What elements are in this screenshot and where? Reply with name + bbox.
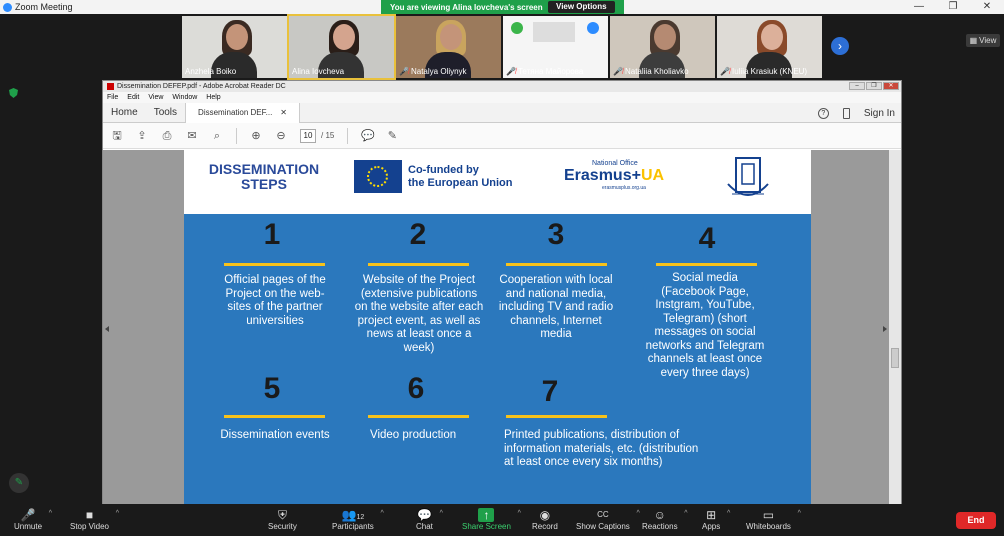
muted-mic-icon: 🎤 [20, 508, 36, 522]
reactions-icon: ☺ [653, 508, 666, 522]
collapse-left-icon[interactable] [105, 326, 109, 332]
step-number: 1 [263, 218, 281, 251]
tab-tools[interactable]: Tools [153, 107, 178, 118]
step-number: 4 [698, 222, 716, 255]
window-controls [902, 0, 1004, 14]
email-icon[interactable]: ✉ [187, 129, 197, 142]
participant-name: Natalya Oliynyk [410, 67, 467, 76]
minimize-icon[interactable]: — [914, 1, 924, 12]
upload-icon[interactable]: ⇪ [137, 129, 147, 142]
step-text: Cooperation with local and national media, including TV and radio channels, Internet media [498, 274, 614, 340]
acrobat-restore-icon[interactable]: ❐ [866, 82, 882, 90]
stop-video-button[interactable]: ■ Stop Video ^ [70, 508, 119, 531]
page-down-icon[interactable]: ⊖ [276, 129, 286, 142]
search-icon[interactable]: ⌕ [213, 129, 221, 142]
apps-icon: ⊞ [706, 508, 717, 522]
grid-icon: ▦ [969, 36, 978, 45]
pdf-icon [107, 83, 114, 90]
step-divider [224, 263, 325, 266]
eu-flag-icon [354, 160, 402, 193]
chevron-up-icon[interactable]: ^ [726, 510, 731, 517]
captions-icon: CC [597, 510, 609, 519]
close-icon[interactable]: ✕ [982, 1, 992, 12]
document-area[interactable] [103, 150, 901, 505]
zoom-icon [3, 3, 12, 12]
tab-document[interactable]: Dissemination DEF... ✕ [185, 103, 300, 123]
participants-count: 12 [356, 514, 365, 521]
step-divider [368, 415, 469, 418]
participant-video [533, 22, 575, 42]
slide-header [184, 150, 811, 214]
participant-tile[interactable] [717, 16, 822, 78]
step-number: 2 [409, 218, 427, 251]
chevron-up-icon[interactable]: ^ [636, 510, 640, 517]
window-title: Zoom Meeting [15, 2, 73, 12]
step-number: 3 [547, 218, 565, 251]
vertical-scrollbar[interactable] [889, 150, 901, 505]
step-divider [506, 415, 607, 418]
chat-icon: 💬 [416, 508, 432, 522]
chevron-up-icon[interactable]: ^ [517, 510, 521, 517]
reactions-button[interactable]: ☺ Reactions ^ [642, 508, 688, 531]
chevron-right-icon: › [838, 39, 842, 53]
chevron-up-icon[interactable]: ^ [48, 510, 53, 517]
step-text: Dissemination events [220, 429, 330, 441]
share-screen-icon: ↑ [478, 508, 494, 522]
pdf-page [184, 150, 811, 505]
close-tab-icon[interactable]: ✕ [280, 107, 287, 117]
video-camera-icon: ■ [85, 508, 94, 522]
comment-icon[interactable]: 💬 [361, 129, 376, 142]
acrobat-minimize-icon[interactable]: – [849, 82, 865, 90]
step-text: Official pages of the Project on the web-sites of the partner universities [224, 274, 326, 327]
step-number: 6 [407, 372, 425, 405]
page-up-icon[interactable]: ⊕ [251, 129, 261, 142]
step-text: Social media (Facebook Page, Instgram, YouTube, Telegram) (short messages on social networks and Telegram channels at least once every three days) [645, 272, 765, 379]
viewing-text: You are viewing Alina Iovcheva's screen [390, 2, 543, 12]
acrobat-title: Dissemination DEFEP.pdf - Adobe Acrobat Reader DC [117, 83, 286, 90]
maximize-icon[interactable]: ❐ [948, 1, 958, 12]
viewing-banner [381, 0, 624, 14]
view-button[interactable]: ▦ View [966, 34, 1000, 47]
apps-button[interactable]: ⊞ Apps ^ [702, 508, 731, 531]
cofunded-text: Co-funded by the European Union [408, 164, 513, 189]
save-icon[interactable]: 🖫 [112, 129, 122, 142]
acrobat-menubar [103, 92, 901, 103]
tab-home[interactable]: Home [111, 107, 138, 118]
step-number: 5 [263, 372, 281, 405]
participants-button[interactable]: 👥12 Participants ^ [332, 508, 384, 531]
acrobat-close-icon[interactable]: ✕ [883, 82, 899, 90]
end-meeting-button[interactable]: End [956, 512, 996, 529]
participant-tile[interactable] [396, 16, 501, 78]
collapse-right-icon[interactable] [883, 326, 887, 332]
scrollbar-thumb[interactable] [891, 348, 899, 368]
page-total: / 15 [321, 131, 335, 140]
step-divider [656, 263, 757, 266]
security-button[interactable]: ⛨ Security [268, 508, 297, 531]
chevron-up-icon[interactable]: ^ [797, 510, 801, 517]
page-number-input[interactable]: 10 [300, 129, 316, 143]
muted-mic-icon: 🎤̸ [720, 67, 730, 76]
participant-strip [182, 16, 822, 78]
step-divider [506, 263, 607, 266]
participant-name: Nataliia Kholiavko [624, 67, 689, 76]
participant-name: Alina Iovcheva [292, 67, 345, 76]
step-text: Website of the Project (extensive publications on the website after each project event, as well as news at least once a week) [354, 274, 484, 354]
mobile-device-icon[interactable] [843, 108, 850, 119]
chat-button[interactable]: 💬 Chat ^ [416, 508, 443, 531]
participant-tile[interactable] [182, 16, 287, 78]
participants-icon: 👥12 [341, 508, 365, 522]
sign-in-button[interactable]: Sign In [863, 107, 895, 119]
next-participants-button[interactable] [831, 37, 849, 55]
step-divider [368, 263, 469, 266]
acrobat-window [102, 80, 902, 504]
help-icon[interactable]: ? [818, 108, 829, 119]
muted-mic-icon: 🎤̸ [399, 67, 409, 76]
participant-name: Тетяна Майорова [517, 67, 584, 76]
chevron-up-icon[interactable]: ^ [684, 510, 688, 517]
whiteboard-icon: ▭ [762, 508, 775, 522]
muted-mic-icon: 🎤̸ [613, 67, 623, 76]
slide-title: DISSEMINATION STEPS [208, 161, 320, 192]
annotate-pencil-icon[interactable]: ✎ [9, 473, 29, 493]
menu-window[interactable]: Window [172, 94, 198, 101]
acrobat-titlebar [103, 81, 901, 92]
view-options-button[interactable]: View Options [548, 1, 615, 13]
acrobat-toolbar [103, 123, 901, 149]
muted-mic-icon: 🎤̸ [506, 67, 516, 76]
record-icon: ◉ [539, 508, 551, 522]
step-text: Video production [370, 429, 457, 441]
participant-name: Anzhela Boiko [185, 67, 237, 76]
chevron-up-icon[interactable]: ^ [115, 510, 119, 517]
print-icon[interactable]: ⎙ [162, 129, 172, 142]
record-button[interactable]: ◉ Record [532, 508, 558, 531]
step-text: Printed publications, distribution of information materials, etc. (distribution at least once every six months) [504, 429, 699, 468]
menu-edit[interactable]: Edit [127, 94, 140, 101]
erasmus-logo: National Office Erasmus+UA erasmusplus.org.ua [564, 160, 665, 191]
whiteboards-button[interactable]: ▭ Whiteboards ^ [746, 508, 801, 531]
participant-tile[interactable] [503, 16, 608, 78]
menu-view[interactable]: View [148, 94, 164, 101]
pen-icon[interactable]: ✎ [387, 129, 397, 142]
captions-button[interactable]: CC Show Captions ^ [576, 510, 640, 531]
step-divider [224, 415, 325, 418]
menu-file[interactable]: File [107, 94, 119, 101]
chevron-up-icon[interactable]: ^ [380, 510, 384, 517]
university-seal-icon [724, 154, 772, 204]
unmute-button[interactable]: 🎤 Unmute ^ [14, 508, 53, 531]
share-screen-button[interactable]: ↑ Share Screen ^ [462, 508, 521, 531]
participant-name: Iuliia Krasiuk (KNEU) [731, 67, 808, 76]
participant-tile-active-speaker[interactable] [289, 16, 394, 78]
step-number: 7 [541, 375, 559, 408]
chevron-up-icon[interactable]: ^ [439, 510, 443, 517]
acrobat-tabs [103, 103, 901, 123]
menu-help[interactable]: Help [206, 94, 221, 101]
shield-icon: ⛨ [277, 508, 287, 522]
meeting-controls [0, 504, 1004, 536]
participant-tile[interactable] [610, 16, 715, 78]
